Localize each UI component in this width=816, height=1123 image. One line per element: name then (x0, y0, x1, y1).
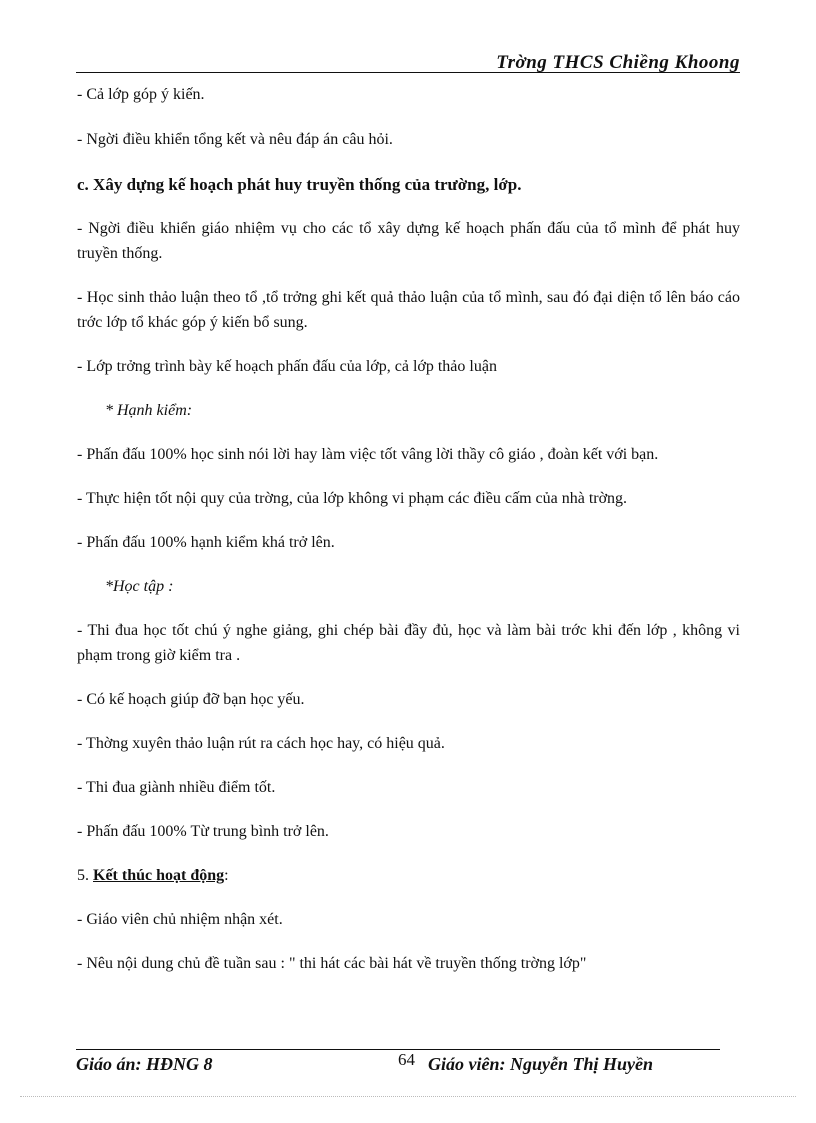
paragraph: - Có kế hoạch giúp đỡ bạn học yếu. (77, 691, 305, 708)
section-heading-5 (77, 863, 740, 888)
paragraph: - Phấn đấu 100% hạnh kiểm khá trở lên. (77, 534, 335, 551)
section-number: 5. (77, 867, 93, 884)
section-colon: : (224, 867, 229, 884)
footer-teacher: Giáo viên: Nguyễn Thị Huyền (428, 1054, 653, 1074)
subheading-study: *Học tập : (105, 578, 174, 595)
paragraph: - Giáo viên chủ nhiệm nhận xét. (77, 911, 283, 928)
paragraph: - Ngời điều khiển giáo nhiệm vụ cho các tổ xây dựng kế hoạch phấn đấu của tổ mình để phát huy truyền thống. (77, 220, 740, 262)
paragraph: - Thi đua học tốt chú ý nghe giảng, ghi chép bài đầy đủ, học và làm bài trớc khi đến lớp , không vi phạm trong giờ kiểm tra . (77, 622, 740, 664)
paragraph: - Lớp trởng trình bày kế hoạch phấn đấu của lớp, cả lớp thảo luận (77, 358, 497, 375)
paragraph: - Thực hiện tốt nội quy của trờng, của lớp không vi phạm các điều cấm của nhà trờng. (77, 490, 628, 507)
paragraph: - Nêu nội dung chủ đề tuần sau : " thi hát các bài hát về truyền thống trờng lớp" (77, 955, 587, 972)
page-number: 64 (398, 1050, 415, 1069)
paragraph: - Phấn đấu 100% học sinh nói lời hay làm việc tốt vâng lời thầy cô giáo , đoàn kết với bạn. (77, 446, 659, 463)
paragraph: - Học sinh thảo luận theo tổ ,tổ trởng ghi kết quả thảo luận của tổ mình, sau đó đại diện tổ lên báo cáo trớc lớp tổ khác góp ý kiến bổ sung. (77, 289, 740, 331)
section-title: Kết thúc hoạt động (93, 867, 225, 884)
paragraph: - Cả lớp góp ý kiến. (77, 86, 205, 103)
paragraph: - Ngời điều khiển tổng kết và nêu đáp án câu hỏi. (77, 131, 393, 148)
paragraph: - Phấn đấu 100% Từ trung bình trở lên. (77, 823, 329, 840)
document-body (77, 82, 740, 976)
section-heading-c: c. Xây dựng kế hoạch phát huy truyền thống của trường, lớp. (77, 175, 522, 194)
paragraph: - Thi đua giành nhiều điểm tốt. (77, 779, 276, 796)
paragraph: - Thờng xuyên thảo luận rút ra cách học hay, có hiệu quả. (77, 735, 445, 752)
footer-lesson-plan: Giáo án: HĐNG 8 (76, 1054, 213, 1074)
header-rule (76, 72, 740, 73)
header-school-name: Trờng THCS Chiềng Khoong (496, 52, 740, 73)
page-edge-divider (20, 1096, 796, 1097)
subheading-conduct: * Hạnh kiểm: (105, 402, 193, 419)
